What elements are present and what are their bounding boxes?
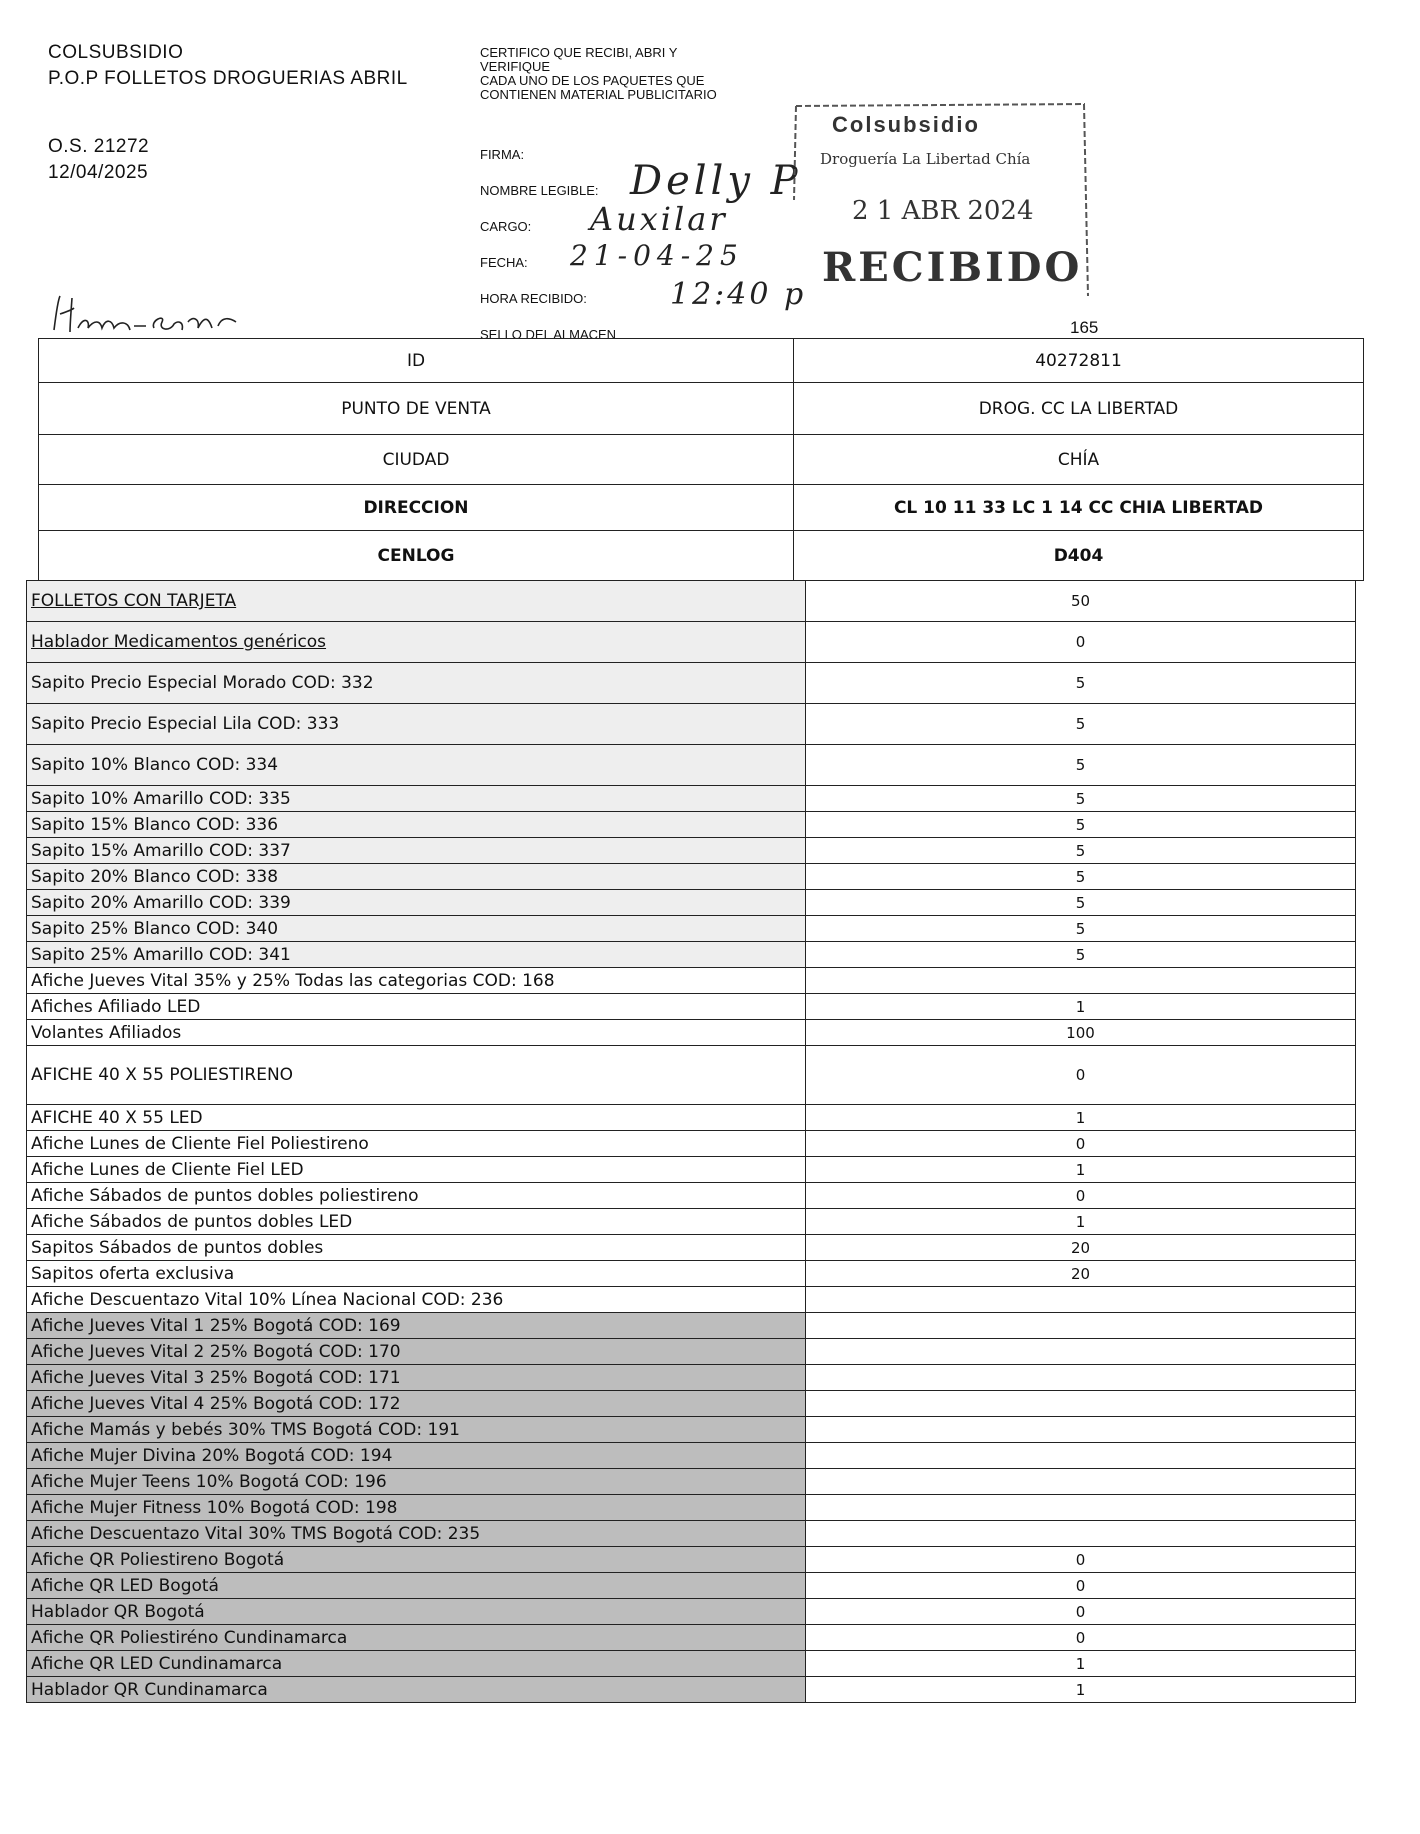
item-qty: 5 (806, 916, 1356, 942)
item-qty (806, 1417, 1356, 1443)
table-row (27, 1677, 1356, 1703)
handwritten-cargo: Auxilar (590, 200, 728, 238)
document-title: P.O.P FOLLETOS DROGUERIAS ABRIL (48, 68, 408, 89)
item-name: Sapito Precio Especial Morado COD: 332 (27, 663, 806, 704)
table-row (27, 864, 1356, 890)
table-row (27, 1339, 1356, 1365)
item-name: Sapito 20% Blanco COD: 338 (27, 864, 806, 890)
certification-text: CERTIFICO QUE RECIBI, ABRI Y VERIFIQUE CADA UNO DE LOS PAQUETES QUE CONTIENEN MATERIAL PUBLICITARIO (480, 45, 717, 102)
item-name: Sapito 10% Amarillo COD: 335 (27, 786, 806, 812)
item-name: Sapitos oferta exclusiva (27, 1261, 806, 1287)
table-row (27, 1131, 1356, 1157)
table-row (27, 1365, 1356, 1391)
item-qty (806, 1287, 1356, 1313)
item-qty: 20 (806, 1261, 1356, 1287)
table-row (27, 1235, 1356, 1261)
item-name: Afiche Mujer Teens 10% Bogotá COD: 196 (27, 1469, 806, 1495)
order-number: O.S. 21272 (48, 136, 150, 157)
item-name: Sapito 15% Amarillo COD: 337 (27, 838, 806, 864)
item-name: Afiche QR Poliestireno Bogotá (27, 1547, 806, 1573)
stamp-status: RECIBIDO (822, 244, 1083, 291)
item-qty (806, 1495, 1356, 1521)
table-row (27, 1261, 1356, 1287)
table-row (27, 916, 1356, 942)
item-qty: 5 (806, 838, 1356, 864)
table-row (27, 1469, 1356, 1495)
table-row (27, 745, 1356, 786)
item-name: Afiche Lunes de Cliente Fiel LED (27, 1157, 806, 1183)
item-name: AFICHE 40 X 55 LED (27, 1105, 806, 1131)
item-qty: 5 (806, 942, 1356, 968)
stamp-date: 2 1 ABR 2024 (852, 196, 1034, 226)
table-row (27, 1651, 1356, 1677)
item-qty: 0 (806, 1131, 1356, 1157)
info-key: PUNTO DE VENTA (39, 383, 794, 435)
item-name: Sapito 20% Amarillo COD: 339 (27, 890, 806, 916)
item-qty: 5 (806, 812, 1356, 838)
item-qty (806, 1313, 1356, 1339)
field-cargo: CARGO: Auxilar (480, 200, 728, 238)
company-name: COLSUBSIDIO (48, 42, 184, 63)
handwritten-time: 12:40 p (670, 277, 807, 312)
item-name: Sapitos Sábados de puntos dobles (27, 1235, 806, 1261)
item-qty: 5 (806, 745, 1356, 786)
item-qty: 0 (806, 622, 1356, 663)
table-row (27, 663, 1356, 704)
item-qty: 1 (806, 1157, 1356, 1183)
item-name: Afiche Lunes de Cliente Fiel Poliestireno (27, 1131, 806, 1157)
field-firma: FIRMA: (480, 147, 525, 162)
table-row (27, 1287, 1356, 1313)
item-name: Sapito 25% Amarillo COD: 341 (27, 942, 806, 968)
table-row (27, 1573, 1356, 1599)
item-qty: 1 (806, 1209, 1356, 1235)
item-qty: 5 (806, 704, 1356, 745)
item-qty: 20 (806, 1235, 1356, 1261)
item-name: Sapito Precio Especial Lila COD: 333 (27, 704, 806, 745)
table-row (27, 1417, 1356, 1443)
item-qty: 50 (806, 581, 1356, 622)
handwritten-date: 21-04-25 (570, 239, 744, 272)
item-qty: 5 (806, 864, 1356, 890)
item-qty: 1 (806, 1677, 1356, 1703)
item-qty: 5 (806, 663, 1356, 704)
item-qty (806, 1339, 1356, 1365)
handwritten-name: Delly P (630, 158, 802, 204)
store-stamp (792, 100, 1092, 300)
item-name: Afiche Jueves Vital 3 25% Bogotá COD: 171 (27, 1365, 806, 1391)
item-name: Afiche QR LED Cundinamarca (27, 1651, 806, 1677)
table-row (27, 1443, 1356, 1469)
item-name: Hablador QR Cundinamarca (27, 1677, 806, 1703)
info-value: D404 (794, 531, 1364, 581)
document-date: 12/04/2025 (48, 162, 149, 183)
item-name: Volantes Afiliados (27, 1020, 806, 1046)
stamp-store: Droguería La Libertad Chía (820, 150, 1031, 168)
item-name: FOLLETOS CON TARJETA (27, 581, 806, 622)
item-qty (806, 1391, 1356, 1417)
info-value: CHÍA (794, 435, 1364, 485)
table-row (27, 622, 1356, 663)
item-name: Afiche Mujer Divina 20% Bogotá COD: 194 (27, 1443, 806, 1469)
info-value: CL 10 11 33 LC 1 14 CC CHIA LIBERTAD (794, 485, 1364, 531)
item-name: Hablador Medicamentos genéricos (27, 622, 806, 663)
info-row (39, 383, 1364, 435)
field-nombre: NOMBRE LEGIBLE: Delly P (480, 158, 802, 204)
info-key: CIUDAD (39, 435, 794, 485)
stamp-count: 165 (1070, 318, 1099, 337)
table-row (27, 1495, 1356, 1521)
table-row (27, 704, 1356, 745)
store-info-table (38, 338, 1364, 581)
item-qty: 0 (806, 1547, 1356, 1573)
item-qty: 0 (806, 1625, 1356, 1651)
item-name: Hablador QR Bogotá (27, 1599, 806, 1625)
table-row (27, 1547, 1356, 1573)
item-name: Sapito 10% Blanco COD: 334 (27, 745, 806, 786)
item-name: Afiche QR Poliestiréno Cundinamarca (27, 1625, 806, 1651)
item-name: Afiche Sábados de puntos dobles LED (27, 1209, 806, 1235)
table-row (27, 1599, 1356, 1625)
info-key: DIRECCION (39, 485, 794, 531)
info-value: 40272811 (794, 339, 1364, 383)
item-name: Afiche Mujer Fitness 10% Bogotá COD: 198 (27, 1495, 806, 1521)
item-qty (806, 1365, 1356, 1391)
stamp-brand: Colsubsidio (832, 112, 980, 137)
item-name: Afiche Descuentazo Vital 10% Línea Nacional COD: 236 (27, 1287, 806, 1313)
item-qty: 1 (806, 994, 1356, 1020)
item-name: Afiche Descuentazo Vital 30% TMS Bogotá COD: 235 (27, 1521, 806, 1547)
table-row (27, 812, 1356, 838)
table-row (27, 1183, 1356, 1209)
item-qty: 1 (806, 1651, 1356, 1677)
item-name: Afiche Jueves Vital 1 25% Bogotá COD: 169 (27, 1313, 806, 1339)
table-row (27, 1157, 1356, 1183)
field-fecha: FECHA: 21-04-25 (480, 239, 744, 272)
item-qty: 0 (806, 1573, 1356, 1599)
table-row (27, 994, 1356, 1020)
info-key: CENLOG (39, 531, 794, 581)
table-row (27, 1521, 1356, 1547)
item-name: AFICHE 40 X 55 POLIESTIRENO (27, 1046, 806, 1105)
handwritten-signature (50, 292, 240, 336)
item-qty: 0 (806, 1046, 1356, 1105)
item-qty: 5 (806, 786, 1356, 812)
header-block (48, 40, 468, 186)
table-row (27, 1313, 1356, 1339)
field-sello: SELLO DEL ALMACEN (480, 327, 617, 342)
info-row (39, 531, 1364, 581)
item-name: Afiche Mamás y bebés 30% TMS Bogotá COD: 191 (27, 1417, 806, 1443)
item-name: Sapito 15% Blanco COD: 336 (27, 812, 806, 838)
item-qty (806, 1469, 1356, 1495)
table-row (27, 1209, 1356, 1235)
item-qty: 1 (806, 1105, 1356, 1131)
item-qty (806, 968, 1356, 994)
info-row (39, 435, 1364, 485)
materials-table (26, 580, 1356, 1703)
table-row (27, 786, 1356, 812)
table-row (27, 942, 1356, 968)
item-name: Afiche Sábados de puntos dobles poliestireno (27, 1183, 806, 1209)
info-key: ID (39, 339, 794, 383)
table-row (27, 581, 1356, 622)
item-name: Afiche Jueves Vital 4 25% Bogotá COD: 172 (27, 1391, 806, 1417)
table-row (27, 1046, 1356, 1105)
item-name: Afiche Jueves Vital 35% y 25% Todas las categorias COD: 168 (27, 968, 806, 994)
table-row (27, 1391, 1356, 1417)
table-row (27, 1105, 1356, 1131)
info-row (39, 485, 1364, 531)
signature-fields (480, 132, 810, 348)
item-qty: 0 (806, 1183, 1356, 1209)
item-name: Sapito 25% Blanco COD: 340 (27, 916, 806, 942)
table-row (27, 838, 1356, 864)
field-hora: HORA RECIBIDO: 12:40 p (480, 277, 807, 312)
item-qty (806, 1521, 1356, 1547)
item-qty: 100 (806, 1020, 1356, 1046)
table-row (27, 1625, 1356, 1651)
item-qty: 5 (806, 890, 1356, 916)
item-name: Afiche Jueves Vital 2 25% Bogotá COD: 170 (27, 1339, 806, 1365)
item-name: Afiche QR LED Bogotá (27, 1573, 806, 1599)
item-name: Afiches Afiliado LED (27, 994, 806, 1020)
item-qty: 0 (806, 1599, 1356, 1625)
table-row (27, 890, 1356, 916)
table-row (27, 1020, 1356, 1046)
info-row (39, 339, 1364, 383)
info-value: DROG. CC LA LIBERTAD (794, 383, 1364, 435)
table-row (27, 968, 1356, 994)
item-qty (806, 1443, 1356, 1469)
